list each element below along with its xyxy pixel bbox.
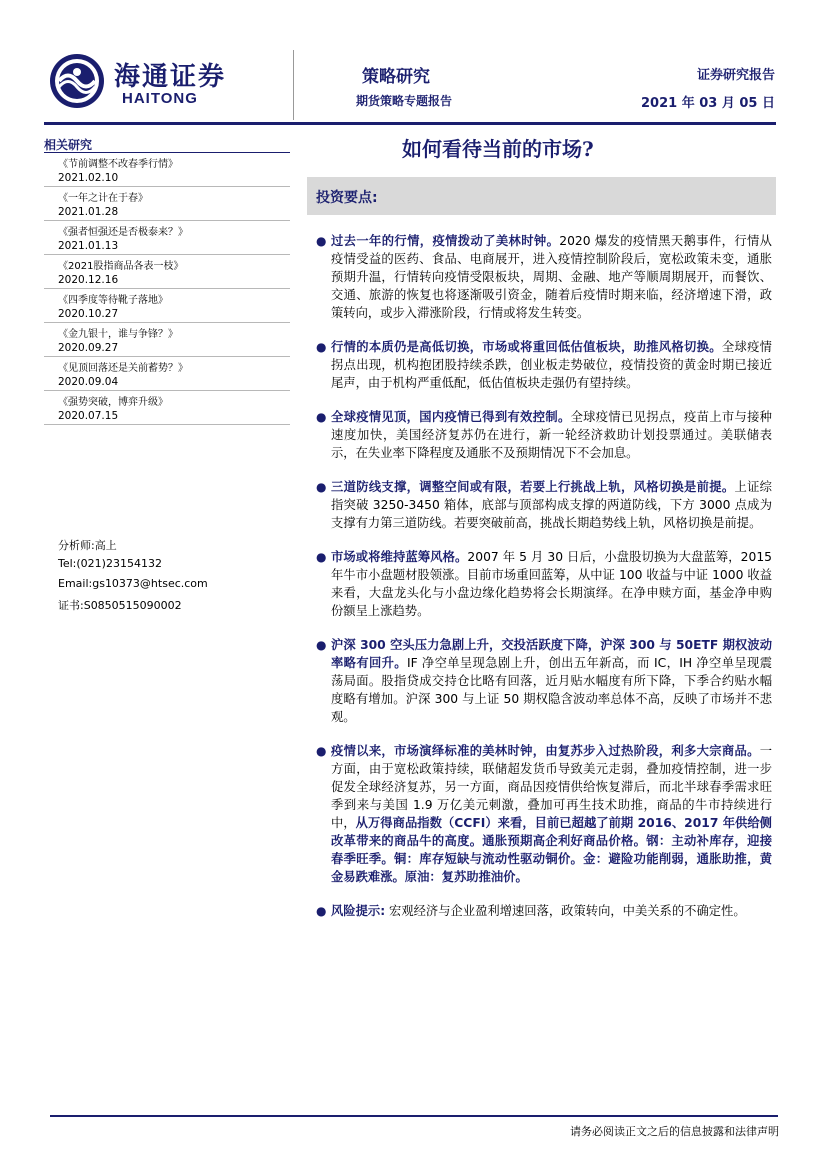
key-point-heading: 疫情以来，市场演绎标准的美林时钟，由复苏步入过热阶段，利多大宗商品。 — [331, 744, 760, 758]
header-divider — [293, 50, 294, 120]
related-item-date: 2020.09.27 — [58, 342, 119, 354]
related-item[interactable] — [44, 391, 290, 425]
related-item-date: 2021.01.13 — [58, 240, 119, 252]
related-item[interactable] — [44, 289, 290, 323]
key-point — [314, 478, 772, 532]
key-points-list — [314, 232, 772, 920]
key-point-body: 宏观经济与企业盈利增速回落，政策转向，中美关系的不确定性。 — [385, 904, 746, 918]
analyst-tel: Tel:(021)23154132 — [58, 557, 162, 570]
related-item-date: 2020.12.16 — [58, 274, 119, 286]
logo-english-text: HAITONG — [122, 90, 198, 107]
key-points-header — [307, 177, 776, 215]
report-date: 2021 年 03 月 05 日 — [641, 96, 775, 111]
related-item[interactable] — [44, 153, 290, 187]
key-point — [314, 636, 772, 726]
key-point — [314, 548, 772, 620]
key-point-heading: 市场或将维持蓝筹风格。 — [331, 550, 468, 564]
key-point-heading: 全球疫情见顶，国内疫情已得到有效控制。 — [331, 410, 571, 424]
bullet-icon: ● — [316, 744, 327, 758]
related-item-title: 《四季度等待靴子落地》 — [58, 295, 168, 306]
haitong-logo-icon — [48, 52, 106, 110]
key-point-highlight: 从万得商品指数（CCFI）来看，目前已超越了前期 2016、2017 年供给侧改革带来的商品牛的高度。通胀预期高企利好商品价格。钢：主动补库存，迎接春季旺季。铜：库存短缺与流动性驱动铜价。金：避险功能削弱，通胀助推，黄金易跌难涨。原油：复苏助推油价。 — [331, 816, 772, 884]
logo-chinese-text: 海通证券 — [114, 62, 227, 92]
report-type: 证券研究报告 — [696, 68, 775, 83]
report-subcategory: 期货策略专题报告 — [356, 94, 453, 108]
bullet-icon: ● — [316, 234, 327, 248]
key-point-body: 一方面，由于宽松政策持续，联储超发货币导致美元走弱，叠加疫情控制，进一步促发全球经济复苏，另一方面，商品因疫情供给恢复滞后，而北半球春季需求旺季到来与美国 1.9 万亿美元刺激，叠加可再生技术助推，商品的牛市持续进行中， — [331, 744, 772, 830]
key-point-body: 2020 爆发的疫情黑天鹅事件，行情从疫情受益的医药、食品、电商展开，进入疫情控制阶段后，宽松政策未变，通胀预期升温，行情转向疫情受限板块，周期、金融、地产等顺周期展开，而餐饮、交通、旅游的恢复也将逐渐吸引资金，随着后疫情时期来临，经济增速下滑，政策转向，或步入滞涨阶段，行情或将发生转变。 — [331, 234, 772, 320]
key-point-heading: 沪深 300 空头压力急剧上升，交投活跃度下降，沪深 300 与 50ETF 期权波动率略有回升。 — [331, 638, 772, 670]
bullet-icon: ● — [316, 550, 327, 564]
key-point-heading: 过去一年的行情，疫情拨动了美林时钟。 — [331, 234, 560, 248]
key-point-heading: 风险提示: — [331, 904, 386, 918]
key-point-body: 全球疫情已见拐点，疫苗上市与接种速度加快，美国经济复苏仍在进行，新一轮经济救助计划投票通过。美联储表示，在失业率下降程度及通胀不及预期情况下不会加息。 — [331, 410, 772, 460]
key-point — [314, 408, 772, 462]
header-rule — [44, 122, 776, 125]
key-point — [314, 902, 772, 920]
related-item-date: 2020.10.27 — [58, 308, 119, 320]
key-point — [314, 338, 772, 392]
related-item[interactable] — [44, 357, 290, 391]
related-item-title: 《一年之计在于春》 — [58, 193, 148, 204]
related-research-list — [44, 153, 290, 425]
related-item-date: 2020.07.15 — [58, 410, 119, 422]
related-research-title: 相关研究 — [44, 138, 93, 152]
related-item-date: 2021.01.28 — [58, 206, 119, 218]
key-point — [314, 232, 772, 322]
related-item[interactable] — [44, 221, 290, 255]
related-item-title: 《金九银十，谁与争锋？》 — [58, 329, 178, 340]
key-point-body: 全球疫情拐点出现，机构抱团股持续杀跌，创业板走势破位，疫情投资的黄金时期已接近尾声，由于机构严重低配，低估值板块走强仍有望持续。 — [331, 340, 772, 390]
related-item-title: 《2021股指商品各表一枝》 — [58, 261, 184, 272]
analyst-cert: 证书:S0850515090002 — [58, 599, 182, 612]
key-point-body: IF 净空单呈现急剧上升，创出五年新高，而 IC，IH 净空单呈现震荡局面。股指贷成交持仓比略有回落，近月贴水幅度有所下降，下季合约贴水幅度略有增加。沪深 300 与上证 50 期权隐含波动率总体不高，反映了市场并不悲观。 — [331, 656, 772, 724]
related-item-title: 《见顶回落还是关前蓄势？》 — [58, 363, 188, 374]
footer-rule — [50, 1115, 778, 1117]
key-point-body: 上证综指突破 3250-3450 箱体，底部与顶部构成支撑的两道防线，下方 3000 点成为支撑有力第三道防线。若要突破前高，挑战长期趋势线上轨，风格切换是前提。 — [331, 480, 772, 530]
related-item-date: 2020.09.04 — [58, 376, 119, 388]
analyst-info — [58, 537, 290, 617]
analyst-name: 分析师:高上 — [58, 539, 117, 552]
bullet-icon: ● — [316, 340, 327, 354]
related-item[interactable] — [44, 187, 290, 221]
bullet-icon: ● — [316, 410, 327, 424]
related-item-date: 2021.02.10 — [58, 172, 119, 184]
page-title: 如何看待当前的市场? — [402, 137, 594, 161]
related-item-title: 《强势突破，博弈升级》 — [58, 397, 168, 408]
key-point — [314, 742, 772, 886]
key-point-heading: 三道防线支撑，调整空间或有限，若要上行挑战上轨，风格切换是前提。 — [331, 480, 735, 494]
bullet-icon: ● — [316, 904, 327, 918]
bullet-icon: ● — [316, 480, 327, 494]
key-point-body: 2007 年 5 月 30 日后，小盘股切换为大盘蓝筹，2015 年牛市小盘题材股领涨。目前市场重回蓝筹，从中证 100 收益与中证 1000 收益来看，大盘龙头化与小盘边缘化趋势将会长期演绎。在净申赎方面，基金净申购份额呈上涨趋势。 — [331, 550, 772, 618]
related-item-title: 《节前调整不改春季行情》 — [58, 159, 178, 170]
report-category: 策略研究 — [362, 67, 430, 87]
bullet-icon: ● — [316, 638, 327, 652]
related-item[interactable] — [44, 255, 290, 289]
analyst-email[interactable]: Email:gs10373@htsec.com — [58, 577, 208, 590]
related-item-title: 《强者恒强还是否极泰来？》 — [58, 227, 188, 238]
key-points-label: 投资要点: — [316, 190, 378, 206]
footer-disclaimer: 请务必阅读正文之后的信息披露和法律声明 — [570, 1125, 779, 1138]
key-point-heading: 行情的本质仍是高低切换，市场或将重回低估值板块，助推风格切换。 — [331, 340, 722, 354]
company-logo — [48, 52, 258, 110]
related-item[interactable] — [44, 323, 290, 357]
